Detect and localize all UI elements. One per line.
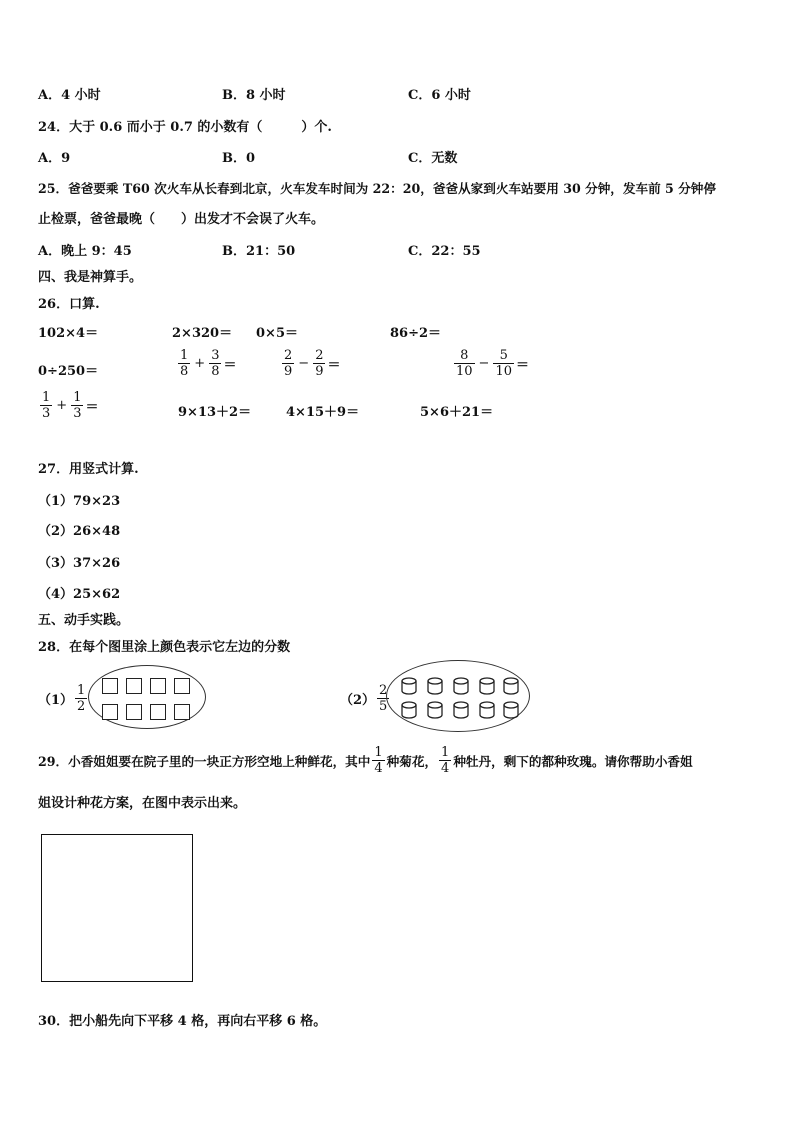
question-29-line2: 姐设计种花方案，在图中表示出来。	[38, 796, 247, 811]
question-29-line1: 29．小香姐姐要在院子里的一块正方形空地上种鲜花，其中 $\frac{1}{4}$ 种菊花， $\frac{1}{4}$ 种牡丹，剩下的都种玫瑰。请你帮助小香姐	[38, 745, 693, 776]
calc-item: 9×13＋2＝	[178, 405, 252, 420]
part-1-fraction: （1） $\frac{1}{2}$	[38, 683, 86, 714]
calc-item: 0÷250＝	[38, 364, 99, 379]
option-a: A．晚上 9：45	[38, 244, 132, 259]
calc-item: 4×15＋9＝	[286, 405, 360, 420]
fraction: $\frac{1}{4}$	[441, 745, 450, 776]
option-a: A．9	[38, 151, 71, 166]
fraction: $\frac{2}{9}$	[284, 348, 293, 379]
calc-item: 5×6＋21＝	[420, 405, 494, 420]
section-heading: 四、我是神算手。	[38, 270, 143, 285]
calc-item: 102×4＝	[38, 326, 99, 341]
question-25-line2: 止检票，爸爸最晚（ ）出发才不会误了火车。	[38, 212, 325, 227]
calc-item: 0×5＝	[256, 326, 298, 341]
calc-item: （4）25×62	[38, 587, 121, 602]
option-b: B．8 小时	[222, 88, 286, 103]
fraction: $\frac{1}{8}$	[180, 348, 189, 379]
question-28-title: 28．在每个图里涂上颜色表示它左边的分数	[38, 640, 291, 655]
square-garden-plot[interactable]	[41, 834, 193, 982]
fraction: $\frac{8}{10}$	[456, 348, 473, 379]
fraction: $\frac{1}{3}$	[42, 390, 51, 421]
cylinder-shape[interactable]	[402, 702, 416, 718]
option-b: B．21：50	[222, 244, 296, 259]
cylinder-shape[interactable]	[454, 702, 468, 718]
question-24: 24．大于 0.6 而小于 0.7 的小数有（ ）个.	[38, 120, 332, 135]
section-heading: 五、动手实践。	[38, 613, 130, 628]
question-27-title: 27．用竖式计算.	[38, 462, 139, 477]
question-30: 30．把小船先向下平移 4 格，再向右平移 6 格。	[38, 1014, 327, 1029]
fraction: $\frac{2}{9}$	[315, 348, 324, 379]
question-26-title: 26．口算.	[38, 297, 100, 312]
calc-item: 86÷2＝	[390, 326, 442, 341]
fraction: $\frac{1}{2}$	[77, 683, 86, 714]
fraction-expression: $\frac{2}{9}$ − $\frac{2}{9}$ ＝	[284, 348, 341, 379]
cylinder-shape[interactable]	[480, 678, 494, 694]
fraction-expression: $\frac{1}{8}$ + $\frac{3}{8}$ ＝	[180, 348, 237, 379]
option-c: C．无数	[408, 151, 458, 166]
fraction: $\frac{3}{8}$	[211, 348, 220, 379]
fraction: $\frac{1}{4}$	[374, 745, 383, 776]
fraction: $\frac{5}{10}$	[495, 348, 512, 379]
fraction: $\frac{1}{3}$	[73, 390, 82, 421]
calc-item: （2）26×48	[38, 524, 121, 539]
option-c: C．6 小时	[408, 88, 471, 103]
option-c: C．22：55	[408, 244, 481, 259]
fraction-expression: $\frac{1}{3}$ + $\frac{1}{3}$ ＝	[42, 390, 99, 421]
part-2-fraction: （2） $\frac{2}{5}$	[340, 683, 388, 714]
option-a: A．4 小时	[38, 88, 101, 103]
cylinder-shape[interactable]	[504, 702, 518, 718]
calc-item: （3）37×26	[38, 556, 121, 571]
cylinder-shape[interactable]	[428, 678, 442, 694]
cylinder-shape[interactable]	[454, 678, 468, 694]
cylinder-shape[interactable]	[428, 702, 442, 718]
cylinder-shape[interactable]	[504, 678, 518, 694]
cylinder-shape[interactable]	[480, 702, 494, 718]
fraction-expression: $\frac{8}{10}$ − $\frac{5}{10}$ ＝	[456, 348, 530, 379]
option-b: B．0	[222, 151, 256, 166]
cylinder-shape[interactable]	[402, 678, 416, 694]
calc-item: 2×320＝	[172, 326, 233, 341]
fraction: $\frac{2}{5}$	[379, 683, 388, 714]
calc-item: （1）79×23	[38, 494, 121, 509]
question-25-line1: 25．爸爸要乘 T60 次火车从长春到北京，火车发车时间为 22：20，爸爸从家到火车站要用 30 分钟，发车前 5 分钟停	[38, 181, 716, 196]
